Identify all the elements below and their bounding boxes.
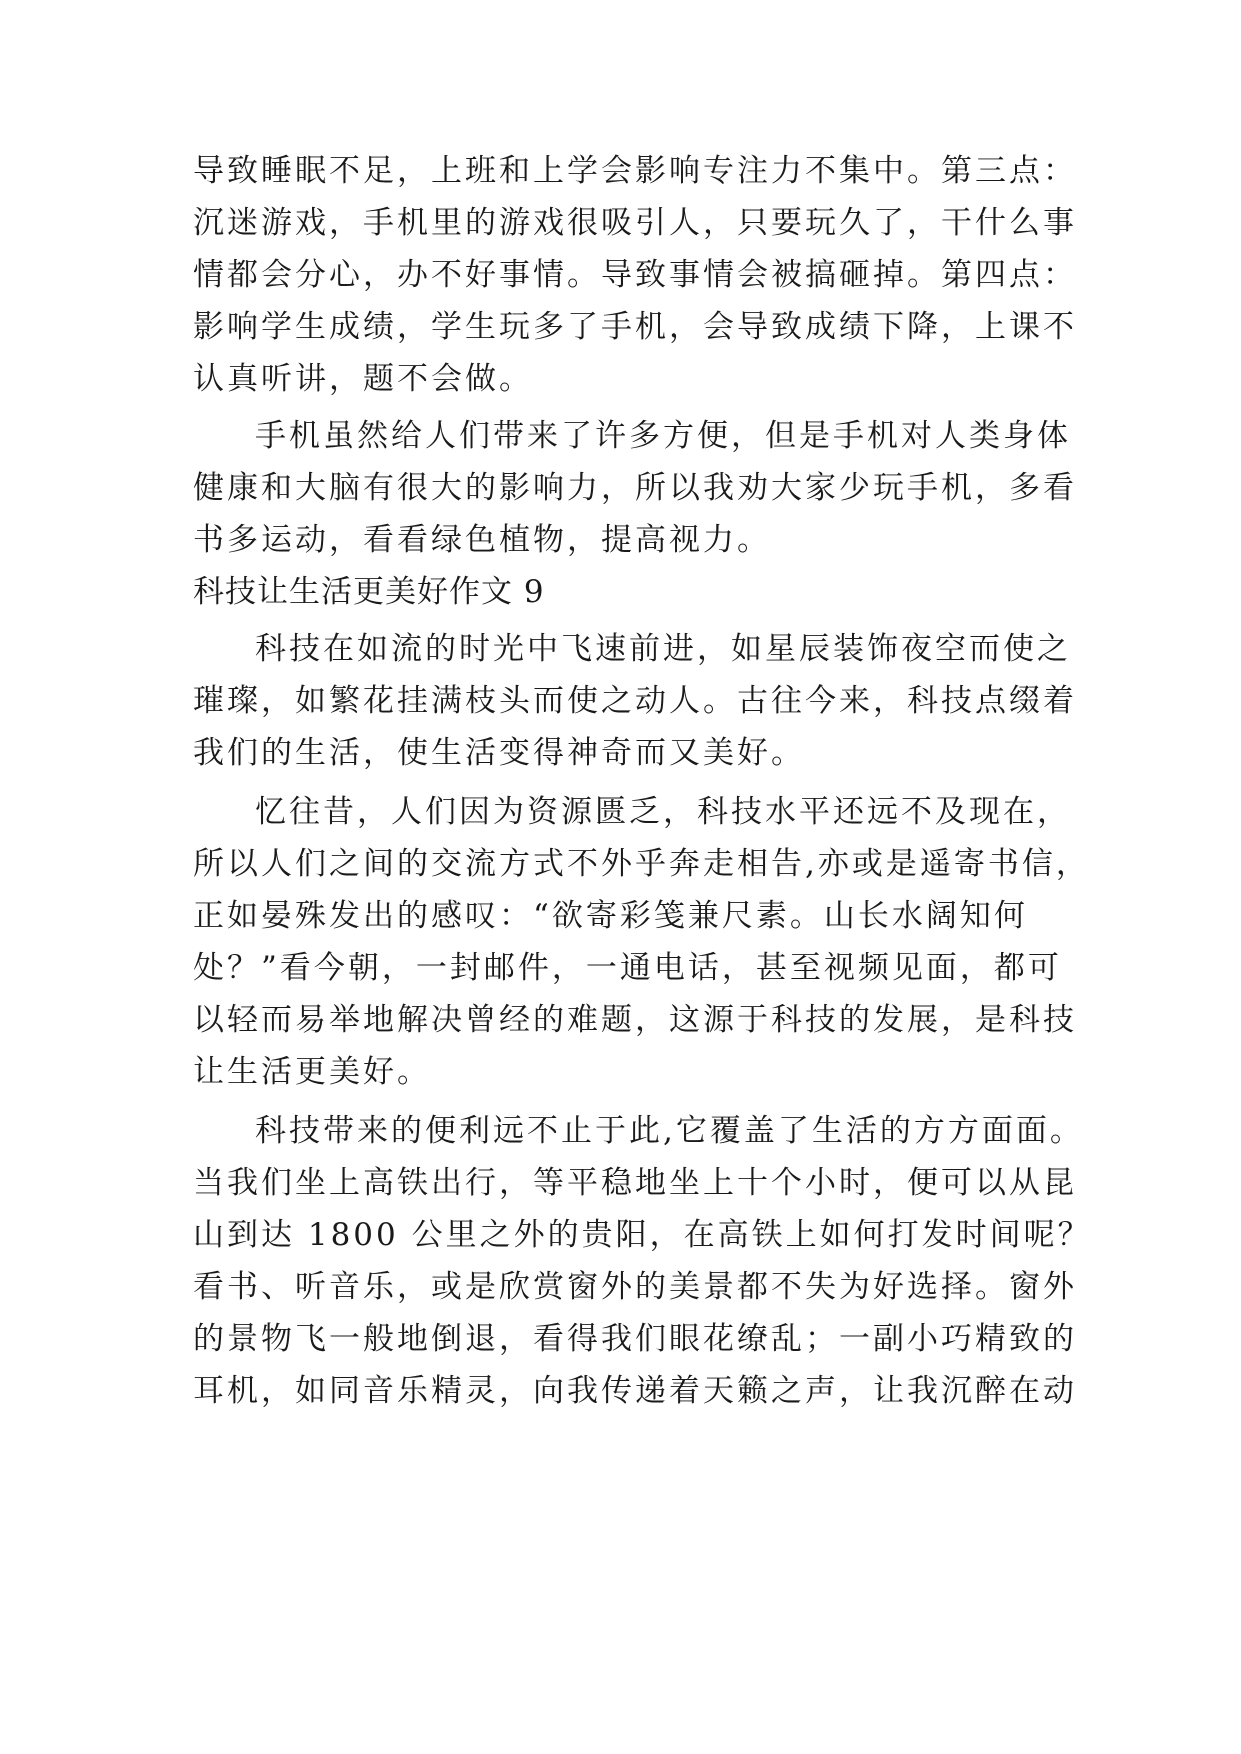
paragraph-first-line: 忆往昔，人们因为资源匮乏，科技水平还远不及现在， <box>255 794 1071 830</box>
text-line: 我们的生活，使生活变得神奇而又美好。 <box>193 735 805 771</box>
text-line: 沉迷游戏，手机里的游戏很吸引人，只要玩久了，干什么事 <box>193 205 1077 241</box>
text-line: 璀璨，如繁花挂满枝头而使之动人。古往今来，科技点缀着 <box>193 683 1077 719</box>
paragraph-first-line: 科技带来的便利远不止于此,它覆盖了生活的方方面面。 <box>255 1113 1084 1149</box>
text-line: 当我们坐上高铁出行，等平稳地坐上十个小时，便可以从昆 <box>193 1165 1077 1201</box>
text-line: 健康和大脑有很大的影响力，所以我劝大家少玩手机，多看 <box>193 470 1077 506</box>
text-line: 认真听讲，题不会做。 <box>193 361 533 397</box>
text-line: 看书、听音乐，或是欣赏窗外的美景都不失为好选择。窗外 <box>193 1269 1077 1305</box>
text-line: 的景物飞一般地倒退，看得我们眼花缭乱；一副小巧精致的 <box>193 1321 1077 1357</box>
text-line: 影响学生成绩，学生玩多了手机，会导致成绩下降，上课不 <box>193 309 1077 345</box>
text-line: 正如晏殊发出的感叹：“欲寄彩笺兼尺素。山长水阔知何 <box>193 898 1028 934</box>
text-line: 耳机，如同音乐精灵，向我传递着天籁之声，让我沉醉在动 <box>193 1373 1077 1409</box>
text-line: 情都会分心，办不好事情。导致事情会被搞砸掉。第四点： <box>193 257 1077 293</box>
paragraph-first-line: 科技在如流的时光中飞速前进，如星辰装饰夜空而使之 <box>255 631 1071 667</box>
text-line: 让生活更美好。 <box>193 1054 431 1090</box>
text-line: 书多运动，看看绿色植物，提高视力。 <box>193 522 771 558</box>
text-line: 山到达 1800 公里之外的贵阳，在高铁上如何打发时间呢？ <box>193 1217 1092 1253</box>
text-line: 以轻而易举地解决曾经的难题，这源于科技的发展，是科技 <box>193 1002 1077 1038</box>
paragraph-first-line: 手机虽然给人们带来了许多方便，但是手机对人类身体 <box>255 418 1071 454</box>
text-line: 所以人们之间的交流方式不外乎奔走相告,亦或是遥寄书信， <box>193 846 1090 882</box>
section-heading: 科技让生活更美好作文 9 <box>193 574 545 610</box>
text-line: 导致睡眠不足，上班和上学会影响专注力不集中。第三点： <box>193 153 1077 189</box>
text-line: 处？”看今朝，一封邮件，一通电话，甚至视频见面，都可 <box>193 950 1062 986</box>
